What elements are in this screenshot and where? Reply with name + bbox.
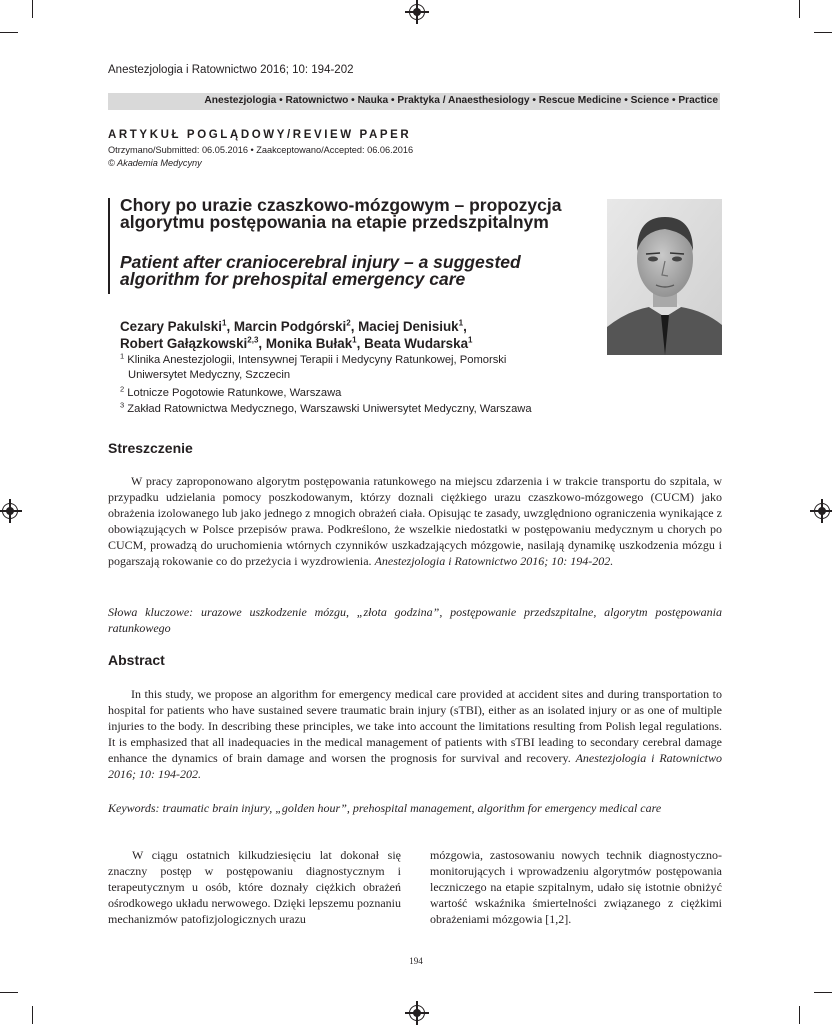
author-separator: , [463,319,467,334]
author-name: Cezary Pakulski [120,319,222,334]
copyright: © Akademia Medycyny [108,158,202,168]
crop-mark-bottom-right-h [814,992,832,993]
affiliation-3 [120,402,532,417]
crop-mark-top-right-v [799,0,800,18]
affiliation-number: 1 [120,351,125,361]
author-name: Beata Wudarska [364,336,469,351]
section-heading-streszczenie: Streszczenie [108,440,193,456]
streszczenie-body [108,473,722,569]
author-name: Maciej Denisiuk [358,319,459,334]
title-accent-bar [108,198,110,294]
journal-banner [108,93,720,110]
affiliation-number: 3 [120,400,125,410]
section-heading-abstract: Abstract [108,652,165,668]
author-name: Marcin Podgórski [233,319,347,334]
streszczenie-text: W pracy zaproponowano algorytm postępowania ratunkowego na miejscu zdarzenia i w trakcie transportu do szpitala, w przypadku udzielania pomocy poszkodowanym, którzy doznali ciężkiego urazu czaszkowo-mózgowego (CUCM) jako obrażenia izolowanego lub jako jednego z mnogich obrażeń ciała. Opisując te zasady, uwzględniono ograniczenia wynikające z obowiązujących w Polsce przepisów prawa. Podkreślono, że wszelkie niedostatki w postępowaniu medycznym u chorych po CUCM, prowadzą do uruchomienia wtórnych czynników uszkadzających mózgowie, nasilają dynamikę uszkodzenia mózgu i pogarszają rokowanie co do przeżycia i wyzdrowienia. [108,474,722,568]
title-polish: Chory po urazie czaszkowo-mózgowym – propozycja algorytmu postępowania na etapie przedszpitalnym [120,195,562,232]
author-separator: , [350,319,359,334]
crop-mark-top-left-v [32,0,33,18]
author-separator: , [258,336,266,351]
crop-mark-top-right-h [814,32,832,33]
affiliation-text: Lotnicze Pogotowie Ratunkowe, Warszawa [124,387,342,399]
affiliation-text: Zakład Ratownictwa Medycznego, Warszawski Uniwersytet Medyczny, Warszawa [124,403,532,415]
author-affiliation-sup: 1 [458,318,464,328]
affiliation-2 [120,386,341,401]
author-affiliation-sup: 1 [352,335,357,345]
affiliation-number: 2 [120,384,125,394]
crop-mark-top-left-h [0,32,18,33]
affiliation-1 [120,353,580,383]
author-name: Robert Gałązkowski [120,336,248,351]
author-separator: , [356,336,365,351]
journal-banner-text: Anestezjologia • Ratownictwo • Nauka • Praktyka / Anaesthesiology • Rescue Medicine • Science • Practice [204,95,718,106]
body-column-left: W ciągu ostatnich kilkudziesięciu lat dokonał się znaczny postęp w postępowaniu diagnostycznym i terapeutycznym u osób, które doznały ciężkich obrażeń ośrodkowego układu nerwowego. Dzięki lepszemu poznaniu mechanizmów patofizjologicznych urazu [108,848,401,926]
registration-mark-icon [409,4,425,20]
body-column-right: mózgowia, zastosowaniu nowych technik diagnostyczno-monitorujących i wprowadzeniu algorytmów postępowania leczniczego na etapie szpitalnym, udało się istotnie obniżyć wartość wskaźnika śmiertelności związanego z ciężkimi obrażeniami mózgowia [1,2]. [430,848,722,926]
streszczenie-citation: Anestezjologia i Ratownictwo 2016; 10: 194-202. [374,554,614,568]
registration-mark-icon [2,503,18,519]
author-affiliation-sup: 2,3 [247,335,259,345]
crop-mark-bottom-left-h [0,992,18,993]
keywords-polish: Słowa kluczowe: urazowe uszkodzenie mózgu, „złota godzina”, postępowanie przedszpitalne, algorytm postępowania ratunkowego [108,605,722,635]
affiliation-text-continued: Uniwersytet Medyczny, Szczecin [128,369,291,381]
page-number: 194 [409,956,423,966]
submission-dates: Otrzymano/Submitted: 06.05.2016 • Zaakceptowano/Accepted: 06.06.2016 [108,145,414,155]
crop-mark-bottom-left-v [32,1006,33,1024]
author-affiliation-sup: 1 [468,335,473,345]
article-type: ARTYKUŁ POGLĄDOWY/REVIEW PAPER [108,129,412,141]
keywords-english: Keywords: traumatic brain injury, „golden hour”, prehospital management, algorithm for emergency medical care [108,801,662,815]
title-english: Patient after craniocerebral injury – a suggested algorithm for prehospital emergency care [120,252,521,289]
abstract-citation: Anestezjologia i Ratownictwo 2016; 10: 194-202. [108,751,722,781]
author-name: Monika Bułak [265,336,353,351]
abstract-body [108,686,722,782]
abstract-text: In this study, we propose an algorithm for emergency medical care provided at accident sites and during transportation to hospital for patients who have sustained severe traumatic brain injury (sTBI), either as an isolated injury or as one of multiple injuries to the body. In describing these principles, we take into account the limitations resulting from Polish legal regulations. It is emphasized that all inadequacies in the medical management of patients with sTBI leading to secondary cerebral damage enhance the dynamics of brain damage and worsen the prognosis for survival and recovery. [108,687,722,765]
author-list [120,318,590,352]
registration-mark-icon [409,1005,425,1021]
affiliation-text: Klinika Anestezjologii, Intensywnej Terapii i Medycyny Ratunkowej, Pomorski [124,354,507,366]
registration-mark-icon [814,503,830,519]
author-affiliation-sup: 1 [221,318,227,328]
author-photo [607,199,722,355]
journal-citation: Anestezjologia i Ratownictwo 2016; 10: 194-202 [108,64,354,76]
author-affiliation-sup: 2 [346,318,351,328]
crop-mark-bottom-right-v [799,1006,800,1024]
author-separator: , [226,319,234,334]
